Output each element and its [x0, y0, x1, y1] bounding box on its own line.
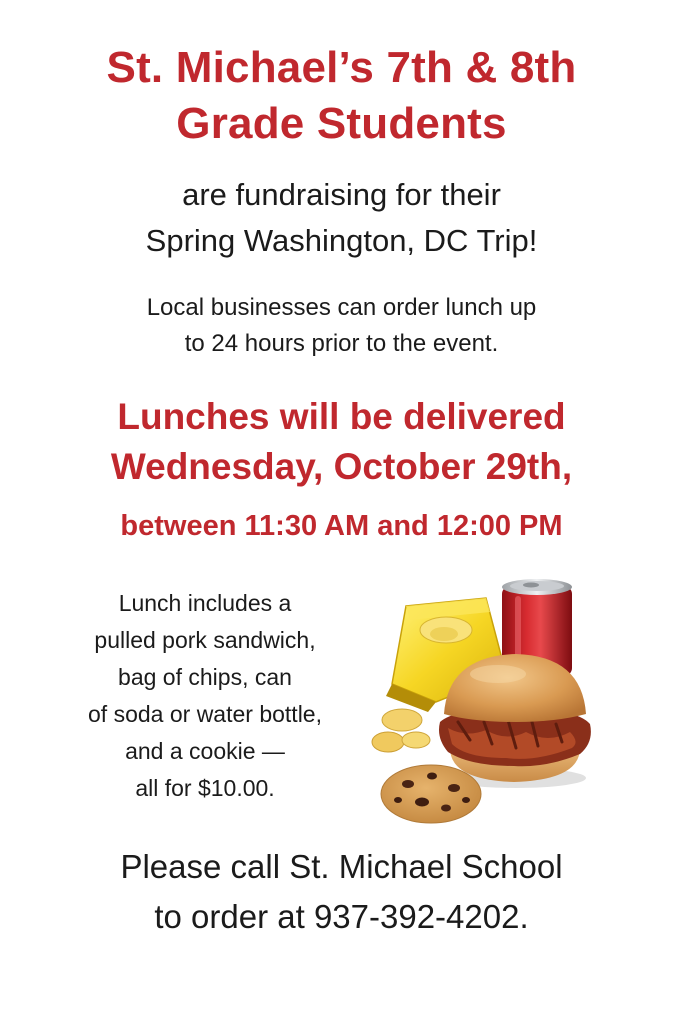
- call-line-1: Please call St. Michael School: [120, 848, 563, 885]
- lunch-includes: [30, 585, 380, 807]
- order-notice: [0, 290, 683, 362]
- delivery-line-1: Lunches will be delivered: [117, 396, 566, 437]
- call-to-order: [0, 842, 683, 942]
- includes-line-4: of soda or water bottle,: [88, 701, 322, 727]
- includes-line-1: Lunch includes a: [118, 590, 292, 616]
- title-line-1: St. Michael’s 7th & 8th: [106, 43, 577, 92]
- includes-line-6: all for $10.00.: [135, 775, 275, 801]
- pulled-pork-sandwich-icon: [439, 654, 591, 788]
- subtitle-line-1: are fundraising for their: [182, 177, 501, 212]
- delivery-line-2: Wednesday, October 29th,: [110, 446, 573, 487]
- notice-line-1: Local businesses can order lunch up: [146, 294, 537, 321]
- delivery-time: between 11:30 AM and 12:00 PM: [120, 510, 563, 542]
- notice-line-2: to 24 hours prior to the event.: [184, 330, 499, 357]
- includes-line-5: and a cookie —: [125, 738, 285, 764]
- title-line-2: Grade Students: [176, 99, 507, 148]
- call-line-2: to order at 937-392-4202.: [154, 898, 529, 935]
- lunch-meal-illustration: [366, 572, 606, 827]
- flyer-title: [0, 40, 683, 152]
- includes-line-2: pulled pork sandwich,: [94, 627, 316, 653]
- subtitle-line-2: Spring Washington, DC Trip!: [145, 223, 538, 258]
- delivery-info: [0, 392, 683, 492]
- flyer-subtitle: [0, 172, 683, 264]
- includes-line-3: bag of chips, can: [118, 664, 292, 690]
- cookie-icon: [381, 765, 481, 823]
